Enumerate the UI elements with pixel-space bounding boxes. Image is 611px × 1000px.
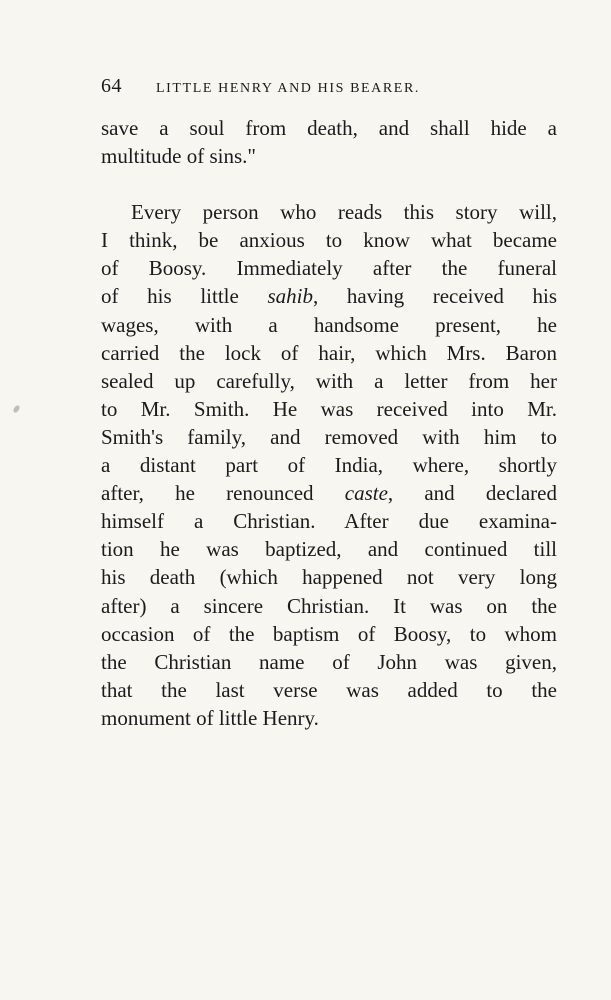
text-line: the Christian name of John was given, bbox=[101, 649, 557, 674]
text-line: his death (which happened not very long bbox=[101, 565, 557, 590]
text-line: monument of little Henry. bbox=[101, 705, 319, 730]
text-line: that the last verse was added to the bbox=[101, 677, 557, 702]
text-line: sealed up carefully, with a letter from her bbox=[101, 368, 557, 393]
page-header bbox=[101, 75, 561, 103]
text-line: of Boosy. Immediately after the funeral bbox=[101, 256, 557, 281]
body-text bbox=[101, 114, 557, 732]
text-line: I think, be anxious to know what became bbox=[101, 228, 557, 253]
page-number: 64 bbox=[101, 75, 122, 97]
text-line: multitude of sins." bbox=[101, 144, 256, 169]
text-line: wages, with a handsome present, he bbox=[101, 312, 557, 337]
paragraph bbox=[101, 114, 557, 170]
text-line: after, he renounced caste, and declared bbox=[101, 481, 557, 506]
text-line: Smith's family, and removed with him to bbox=[101, 424, 557, 449]
text-line: carried the lock of hair, which Mrs. Baron bbox=[101, 340, 557, 365]
running-title: LITTLE HENRY AND HIS BEARER. bbox=[156, 81, 420, 96]
text-line: himself a Christian. After due examina- bbox=[101, 509, 557, 534]
paper-speck bbox=[12, 404, 21, 413]
text-line: Every person who reads this story will, bbox=[131, 200, 557, 225]
text-line: of his little sahib, having received his bbox=[101, 284, 557, 309]
text-line: save a soul from death, and shall hide a bbox=[101, 116, 557, 140]
paragraph bbox=[101, 198, 557, 732]
text-line: occasion of the baptism of Boosy, to whom bbox=[101, 621, 557, 646]
text-line: after) a sincere Christian. It was on the bbox=[101, 593, 557, 618]
text-line: to Mr. Smith. He was received into Mr. bbox=[101, 396, 557, 421]
text-line: tion he was baptized, and continued till bbox=[101, 537, 557, 562]
text-line: a distant part of India, where, shortly bbox=[101, 453, 557, 478]
